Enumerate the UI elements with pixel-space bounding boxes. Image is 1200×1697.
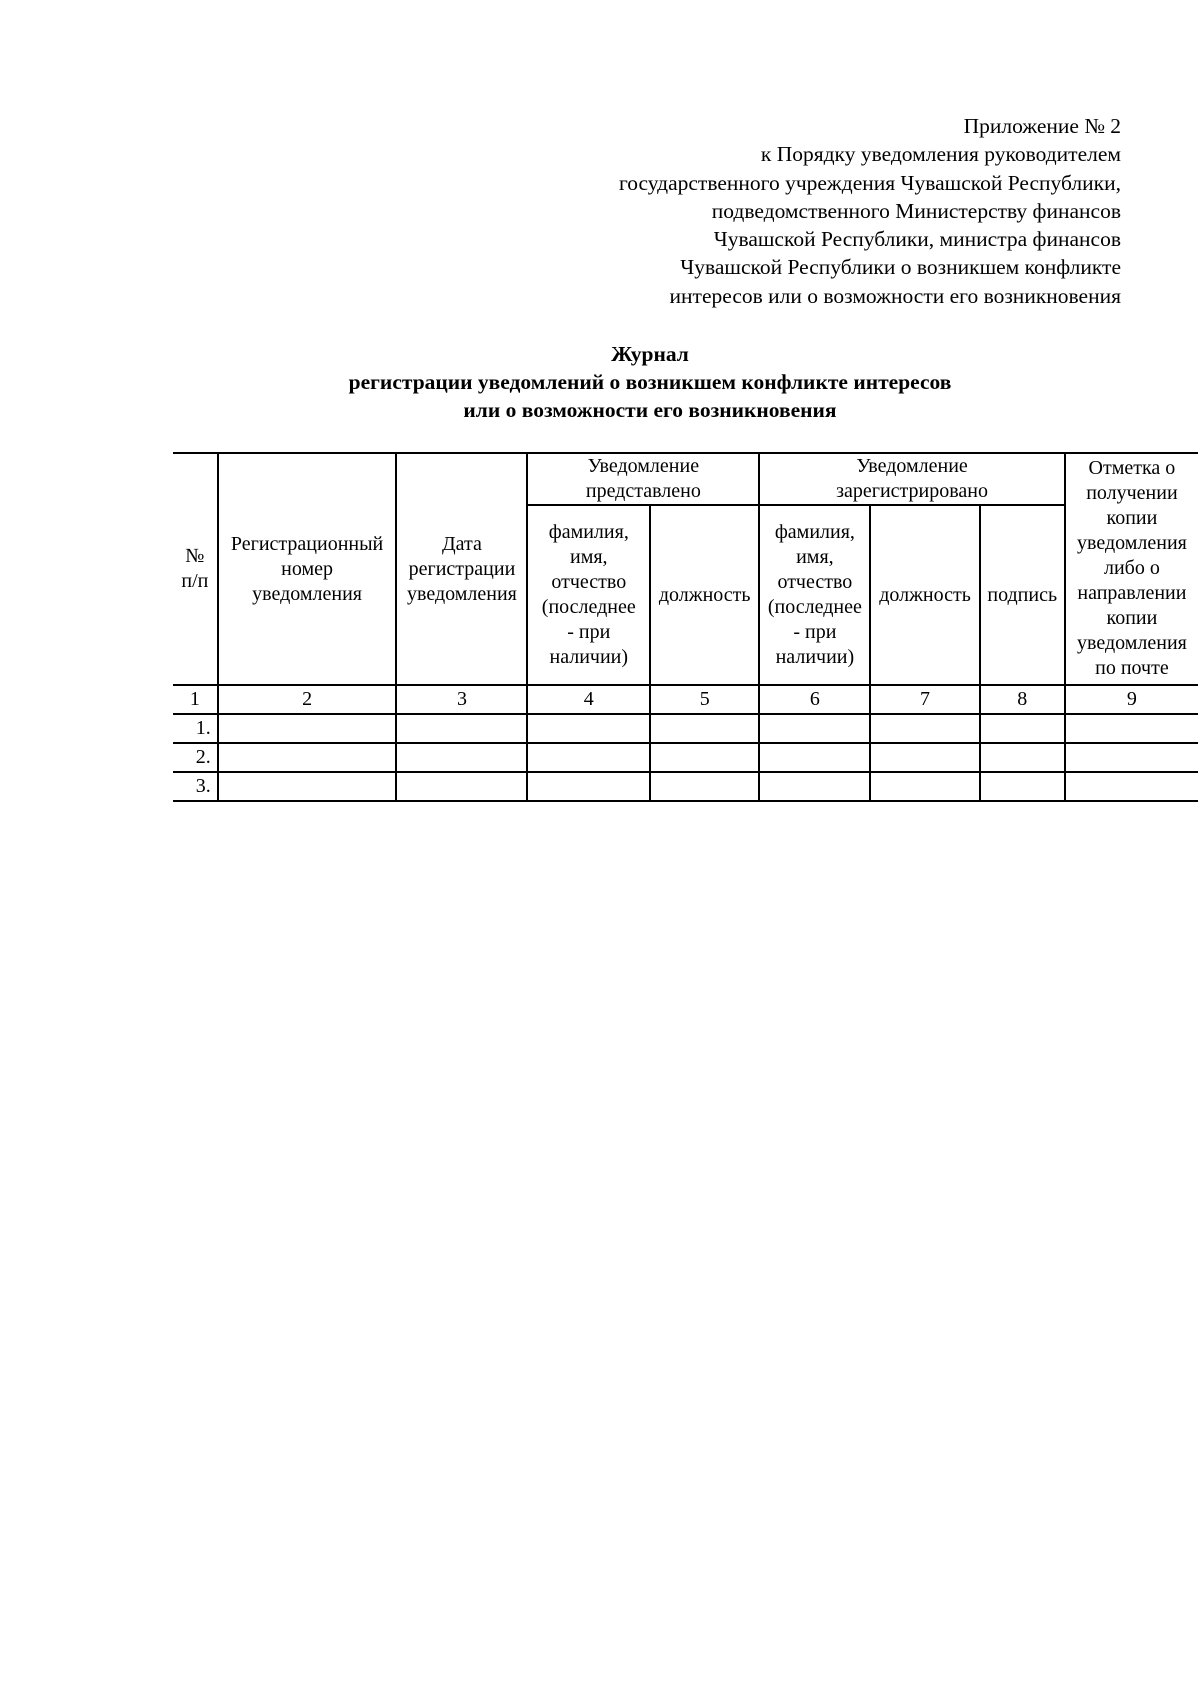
- column-number-row: [173, 685, 1198, 714]
- column-number: 2: [218, 685, 397, 714]
- journal-table: [173, 452, 1198, 802]
- appendix-line: Чувашской Республики о возникшем конфликте: [680, 255, 1121, 280]
- header-mark: Отметка о получении копии уведомления либо о направлении копии уведомления по почте: [1065, 453, 1198, 685]
- header-number: № п/п: [173, 453, 218, 685]
- table-cell: [870, 714, 979, 743]
- table-cell: [396, 714, 527, 743]
- header-registered-name: фамилия, имя, отчество (последнее - при наличии): [759, 505, 870, 685]
- row-number: 1.: [173, 714, 218, 743]
- table-row: [173, 772, 1198, 801]
- table-cell: [650, 743, 759, 772]
- table-cell: [396, 743, 527, 772]
- row-number: 2.: [173, 743, 218, 772]
- header-reg-date: Дата регистрации уведомления: [396, 453, 527, 685]
- table-cell: [759, 743, 870, 772]
- table-cell: [980, 772, 1065, 801]
- column-number: 9: [1065, 685, 1198, 714]
- header-row-1: [173, 453, 1198, 505]
- table-cell: [870, 743, 979, 772]
- document-title: [0, 340, 1200, 424]
- header-registered-position: должность: [870, 505, 979, 685]
- table-cell: [218, 714, 397, 743]
- title-line-3: или о возможности его возникновения: [463, 398, 837, 422]
- header-reg-number: Регистрационный номер уведомления: [218, 453, 397, 685]
- row-number: 3.: [173, 772, 218, 801]
- table-row: [173, 743, 1198, 772]
- column-number: 4: [527, 685, 650, 714]
- table-cell: [1065, 714, 1198, 743]
- header-submitted-position: должность: [650, 505, 759, 685]
- table-cell: [759, 714, 870, 743]
- table-cell: [650, 772, 759, 801]
- header-registered-signature: подпись: [980, 505, 1065, 685]
- appendix-line: подведомственного Министерству финансов: [711, 198, 1121, 223]
- column-number: 3: [396, 685, 527, 714]
- table-cell: [1065, 772, 1198, 801]
- table-cell: [218, 772, 397, 801]
- appendix-line: Приложение № 2: [963, 114, 1121, 138]
- appendix-block: [619, 112, 1121, 310]
- table-cell: [1065, 743, 1198, 772]
- header-submitted-name: фамилия, имя, отчество (последнее - при наличии): [527, 505, 650, 685]
- table-cell: [759, 772, 870, 801]
- header-submitted-group: Уведомление представлено: [527, 453, 759, 505]
- column-number: 8: [980, 685, 1065, 714]
- table-cell: [870, 772, 979, 801]
- table-cell: [527, 743, 650, 772]
- title-line-2: регистрации уведомлений о возникшем конфликте интересов: [348, 370, 952, 394]
- appendix-line: государственного учреждения Чувашской Республики,: [618, 170, 1121, 195]
- table-cell: [218, 743, 397, 772]
- column-number: 6: [759, 685, 870, 714]
- column-number: 7: [870, 685, 979, 714]
- table-cell: [527, 714, 650, 743]
- appendix-line: интересов или о возможности его возникновения: [669, 283, 1121, 308]
- table-cell: [980, 743, 1065, 772]
- title-line-1: Журнал: [611, 342, 689, 366]
- column-number: 5: [650, 685, 759, 714]
- column-number: 1: [173, 685, 218, 714]
- header-registered-group: Уведомление зарегистрировано: [759, 453, 1065, 505]
- appendix-line: к Порядку уведомления руководителем: [760, 142, 1121, 167]
- appendix-line: Чувашской Республики, министра финансов: [713, 227, 1121, 252]
- table-row: [173, 714, 1198, 743]
- table-cell: [527, 772, 650, 801]
- table-cell: [650, 714, 759, 743]
- table-cell: [980, 714, 1065, 743]
- table-cell: [396, 772, 527, 801]
